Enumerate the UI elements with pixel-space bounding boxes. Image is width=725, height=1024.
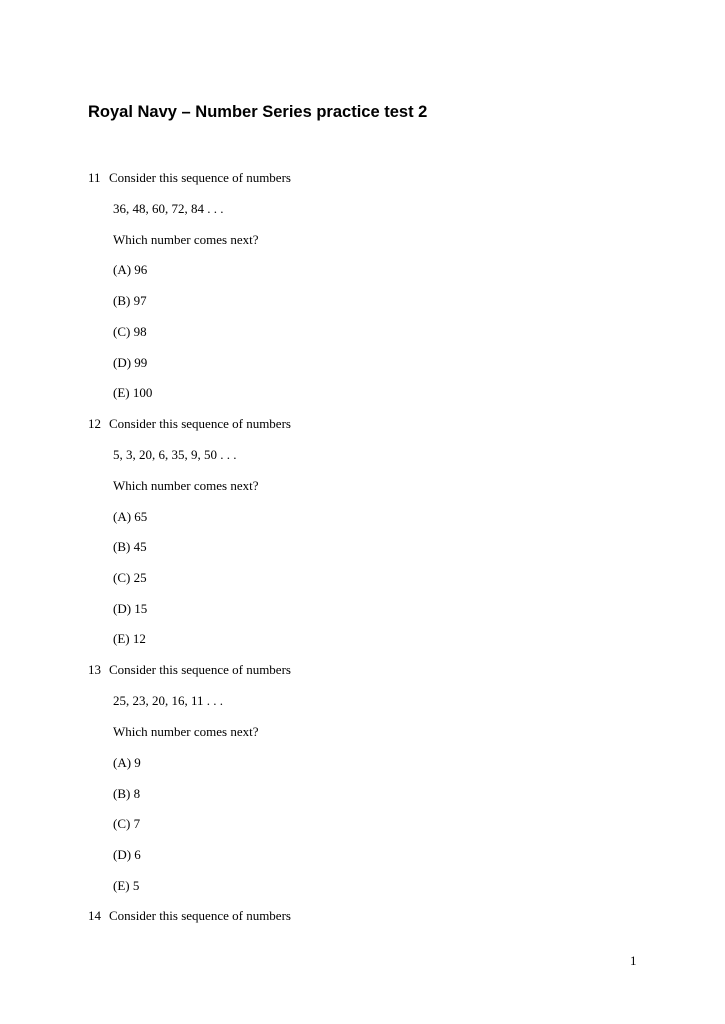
page-title: Royal Navy – Number Series practice test 2 bbox=[88, 103, 428, 121]
question-14-header bbox=[88, 907, 291, 925]
question-12-option-a: (A) 65 bbox=[113, 509, 148, 524]
question-11-option-a: (A) 96 bbox=[113, 262, 148, 277]
question-11-option-e: (E) 100 bbox=[113, 385, 153, 400]
question-prompt: Consider this sequence of numbers bbox=[109, 908, 291, 923]
question-number: 14 bbox=[88, 908, 101, 923]
question-13-option-e: (E) 5 bbox=[113, 878, 140, 893]
question-prompt: Consider this sequence of numbers bbox=[109, 170, 291, 185]
question-12-option-b: (B) 45 bbox=[113, 539, 147, 554]
page-number: 1 bbox=[630, 953, 637, 968]
question-prompt: Consider this sequence of numbers bbox=[109, 416, 291, 431]
question-11-option-b: (B) 97 bbox=[113, 293, 147, 308]
question-11-question: Which number comes next? bbox=[113, 232, 259, 247]
question-12-header bbox=[88, 415, 291, 433]
question-12-sequence: 5, 3, 20, 6, 35, 9, 50 . . . bbox=[113, 447, 237, 462]
question-prompt: Consider this sequence of numbers bbox=[109, 662, 291, 677]
question-12-question: Which number comes next? bbox=[113, 478, 259, 493]
question-11-sequence: 36, 48, 60, 72, 84 . . . bbox=[113, 201, 224, 216]
question-13-sequence: 25, 23, 20, 16, 11 . . . bbox=[113, 693, 224, 708]
question-12-option-c: (C) 25 bbox=[113, 570, 147, 585]
question-13-question: Which number comes next? bbox=[113, 724, 259, 739]
question-12-option-e: (E) 12 bbox=[113, 631, 146, 646]
question-12-option-d: (D) 15 bbox=[113, 601, 148, 616]
question-11-option-d: (D) 99 bbox=[113, 355, 148, 370]
question-13-option-c: (C) 7 bbox=[113, 816, 141, 831]
question-13-option-a: (A) 9 bbox=[113, 755, 141, 770]
question-11-header bbox=[88, 169, 291, 187]
question-number: 11 bbox=[88, 170, 101, 185]
question-13-option-b: (B) 8 bbox=[113, 786, 141, 801]
question-13-header bbox=[88, 661, 291, 679]
question-11-option-c: (C) 98 bbox=[113, 324, 147, 339]
question-number: 13 bbox=[88, 662, 101, 677]
question-number: 12 bbox=[88, 416, 101, 431]
question-13-option-d: (D) 6 bbox=[113, 847, 141, 862]
